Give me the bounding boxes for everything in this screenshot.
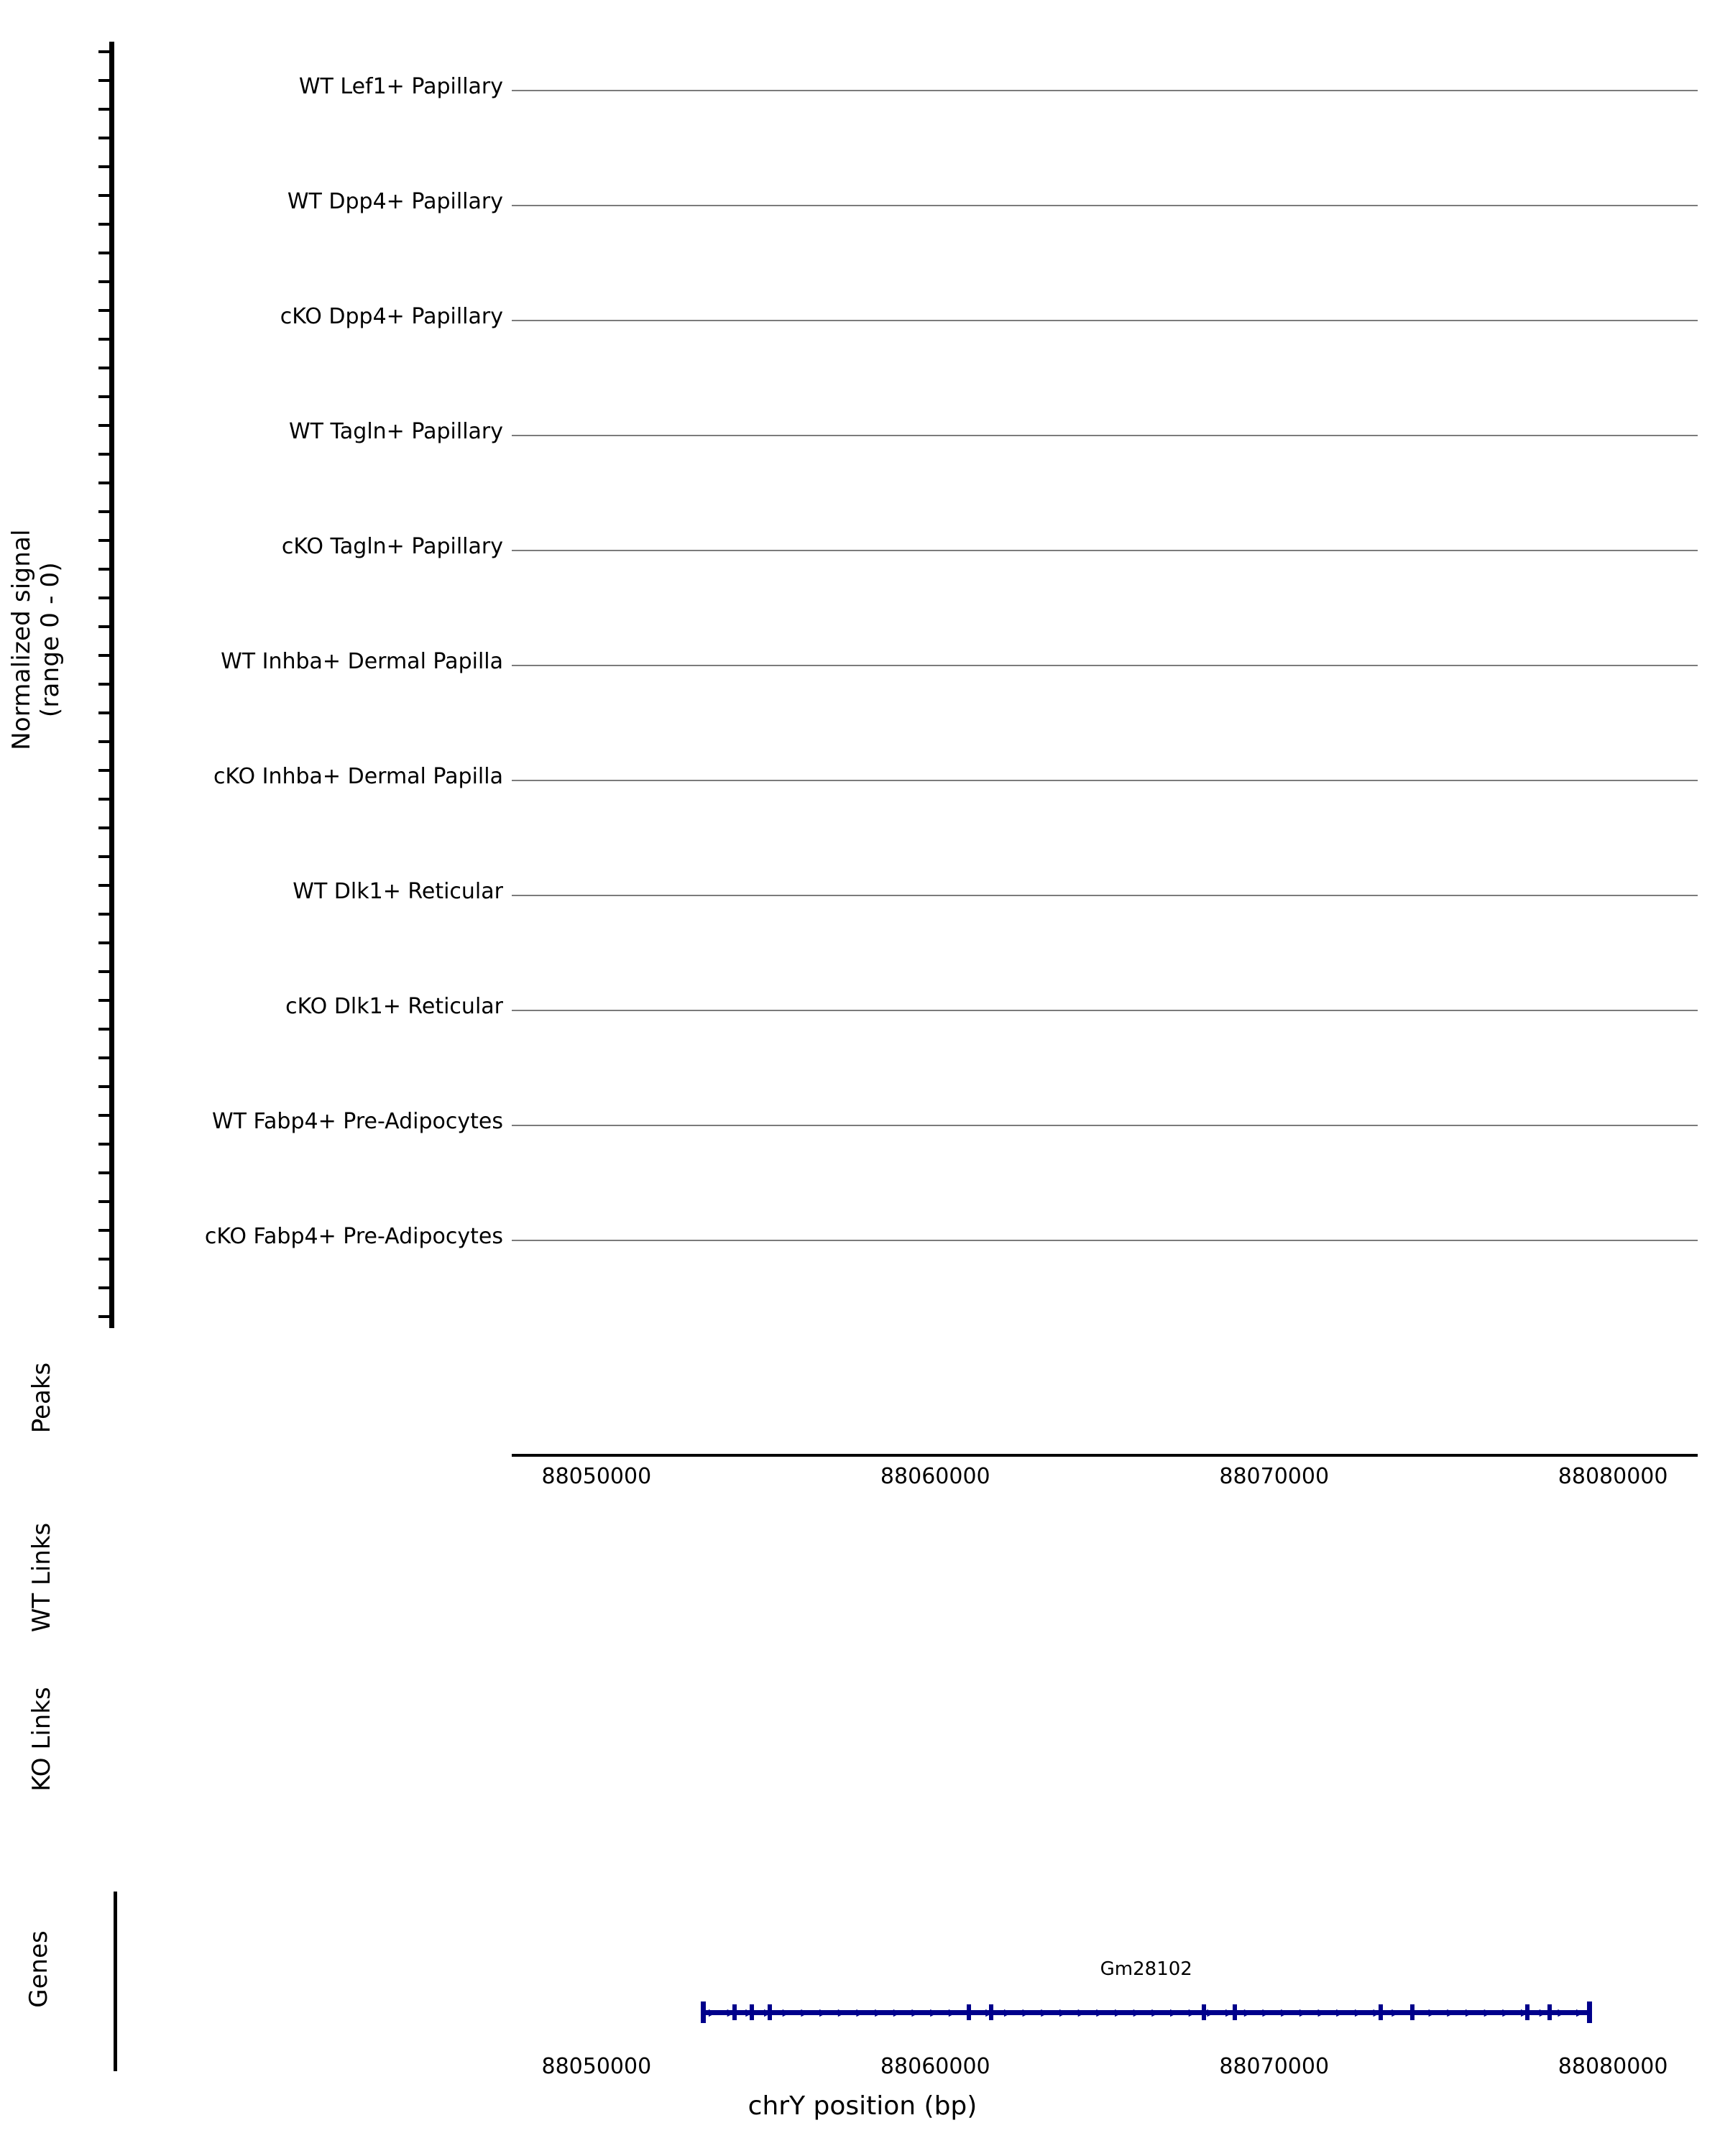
y-axis-tick	[98, 711, 111, 714]
gene-strand-arrow: ▸	[763, 2003, 772, 2021]
gene-exon-marker	[1202, 2004, 1206, 2020]
gene-body[interactable]	[703, 2010, 1589, 2015]
gene-strand-arrow: ▸	[1041, 2003, 1049, 2021]
y-axis-title-line2: (range 0 - 0)	[36, 562, 65, 718]
gene-strand-arrow: ▸	[1558, 2003, 1565, 2021]
genes-axis-spine	[114, 1892, 117, 2071]
genes-panel	[0, 1876, 1725, 2121]
signal-tracks-panel	[0, 22, 1725, 1315]
gene-start-cap	[701, 2001, 706, 2023]
gene-strand-arrow: ▸	[856, 2003, 864, 2021]
gene-strand-arrow: ▸	[1133, 2003, 1141, 2021]
x-axis-tick-label: 88070000	[1219, 1464, 1330, 1489]
peaks-row-label: Peaks	[27, 1362, 56, 1434]
gene-end-cap	[1587, 2001, 1592, 2023]
peaks-panel	[0, 1333, 1725, 1489]
gene-strand-arrow: ▸	[1096, 2003, 1104, 2021]
track-label-row	[0, 189, 503, 218]
track-baseline	[512, 435, 1698, 436]
y-axis-tick	[98, 1258, 111, 1261]
track-baseline	[512, 90, 1698, 91]
peaks-axis-line	[512, 1454, 1698, 1457]
genes-axis-tick-labels	[0, 2054, 1725, 2086]
gene-strand-arrow: ▸	[801, 2003, 809, 2021]
y-axis-tick	[98, 625, 111, 628]
x-axis-tick-label: 88050000	[541, 2054, 652, 2079]
genes-row-label: Genes	[24, 1930, 53, 2008]
y-axis-title	[7, 388, 65, 891]
track-baseline	[512, 550, 1698, 551]
gene-strand-arrow: ▸	[782, 2003, 791, 2021]
track-label-row	[0, 74, 503, 103]
track-label-row	[0, 764, 503, 793]
ko-links-panel	[0, 1667, 1725, 1811]
gene-strand-arrow: ▸	[727, 2003, 735, 2021]
y-axis-tick	[98, 913, 111, 916]
gene-strand-arrow: ▸	[1299, 2003, 1307, 2021]
gene-strand-arrow: ▸	[911, 2003, 919, 2021]
y-axis-tick	[98, 395, 111, 398]
gene-strand-arrow: ▸	[1188, 2003, 1197, 2021]
y-axis-tick	[98, 252, 111, 254]
gene-strand-arrow: ▸	[1392, 2003, 1399, 2021]
wt-links-row-label: WT Links	[27, 1522, 56, 1633]
gene-strand-arrow: ▸	[1354, 2003, 1363, 2021]
track-baseline	[512, 1010, 1698, 1011]
track-label: cKO Tagln+ Papillary	[281, 534, 503, 559]
gene-strand-arrow: ▸	[1059, 2003, 1067, 2021]
x-axis-tick-label: 88080000	[1558, 1464, 1668, 1489]
gene-strand-arrow: ▸	[1003, 2003, 1012, 2021]
track-label-row	[0, 1224, 503, 1253]
y-axis-tick	[98, 453, 111, 456]
track-label: cKO Inhba+ Dermal Papilla	[213, 764, 503, 789]
gene-strand-arrow: ▸	[1409, 2003, 1418, 2021]
gene-strand-arrow: ▸	[1207, 2003, 1215, 2021]
y-axis-tick	[98, 482, 111, 484]
y-axis-tick	[98, 50, 111, 53]
gene-name-label: Gm28102	[1100, 1958, 1192, 1980]
track-label-row	[0, 534, 503, 563]
gene-strand-arrow: ▸	[1373, 2003, 1381, 2021]
y-axis-tick	[98, 1315, 111, 1318]
track-baseline	[512, 895, 1698, 896]
y-axis-title-line1: Normalized signal	[6, 529, 36, 750]
gene-strand-arrow: ▸	[1465, 2003, 1473, 2021]
gene-strand-arrow: ▸	[708, 2003, 717, 2021]
y-axis-tick	[98, 1085, 111, 1088]
gene-strand-arrow: ▸	[893, 2003, 901, 2021]
gene-strand-arrow: ▸	[1520, 2003, 1529, 2021]
y-axis-tick	[98, 1028, 111, 1031]
wt-links-panel	[0, 1506, 1725, 1649]
y-axis-tick	[98, 683, 111, 686]
y-axis-tick	[98, 1143, 111, 1146]
y-axis-tick	[98, 1286, 111, 1289]
track-baseline	[512, 665, 1698, 666]
gene-strand-arrow: ▸	[1576, 2003, 1584, 2021]
gene-strand-arrow: ▸	[1502, 2003, 1510, 2021]
x-axis-tick-label: 88070000	[1219, 2054, 1330, 2079]
track-label: cKO Dpp4+ Papillary	[280, 304, 503, 329]
y-axis-tick	[98, 367, 111, 369]
ko-links-row-label: KO Links	[27, 1687, 56, 1792]
gene-strand-arrow: ▸	[1169, 2003, 1178, 2021]
x-axis-tick-label: 88050000	[541, 1464, 652, 1489]
y-axis-tick	[98, 165, 111, 168]
gene-strand-arrow: ▸	[745, 2003, 753, 2021]
y-axis-tick	[98, 568, 111, 571]
track-label-row	[0, 994, 503, 1023]
track-baseline	[512, 205, 1698, 206]
y-axis-tick	[98, 108, 111, 111]
x-axis-tick-label: 88060000	[880, 2054, 990, 2079]
x-axis-title: chrY position (bp)	[748, 2091, 978, 2121]
y-axis-tick	[98, 137, 111, 139]
gene-strand-arrow: ▸	[1281, 2003, 1289, 2021]
track-label: WT Fabp4+ Pre-Adipocytes	[212, 1109, 503, 1134]
gene-strand-arrow: ▸	[948, 2003, 957, 2021]
gene-strand-arrow: ▸	[819, 2003, 827, 2021]
x-axis-tick-label: 88060000	[880, 1464, 990, 1489]
track-baseline	[512, 1240, 1698, 1241]
y-axis-tick	[98, 223, 111, 226]
track-label-row	[0, 879, 503, 908]
gene-exon-marker	[1547, 2004, 1552, 2020]
track-label-row	[0, 304, 503, 333]
gene-strand-arrow: ▸	[1262, 2003, 1270, 2021]
gene-strand-arrow: ▸	[1428, 2003, 1437, 2021]
track-label: WT Inhba+ Dermal Papilla	[221, 649, 503, 674]
track-label: WT Lef1+ Papillary	[298, 74, 503, 99]
gene-strand-arrow: ▸	[1447, 2003, 1455, 2021]
gene-strand-arrow: ▸	[837, 2003, 846, 2021]
y-axis-tick	[98, 970, 111, 973]
gene-strand-arrow: ▸	[1243, 2003, 1252, 2021]
gene-strand-arrow: ▸	[1114, 2003, 1123, 2021]
gene-strand-arrow: ▸	[1336, 2003, 1344, 2021]
y-axis-tick	[98, 338, 111, 341]
gene-strand-arrow: ▸	[967, 2003, 975, 2021]
track-label: cKO Fabp4+ Pre-Adipocytes	[204, 1224, 503, 1249]
track-label-row	[0, 419, 503, 448]
gene-strand-arrow: ▸	[1077, 2003, 1086, 2021]
y-axis-tick	[98, 280, 111, 283]
track-label-row	[0, 649, 503, 678]
y-axis-tick	[98, 826, 111, 829]
y-axis-tick	[98, 855, 111, 858]
track-baseline	[512, 320, 1698, 321]
gene-strand-arrow: ▸	[1225, 2003, 1233, 2021]
track-baseline	[512, 1125, 1698, 1126]
gene-strand-arrow: ▸	[930, 2003, 938, 2021]
y-axis-tick	[98, 1171, 111, 1174]
gene-strand-arrow: ▸	[875, 2003, 883, 2021]
y-axis-tick	[98, 1200, 111, 1203]
gene-strand-arrow: ▸	[1484, 2003, 1492, 2021]
gene-strand-arrow: ▸	[985, 2003, 993, 2021]
gene-strand-arrow: ▸	[1317, 2003, 1326, 2021]
x-axis-tick-label: 88080000	[1558, 2054, 1668, 2079]
track-label-row	[0, 1109, 503, 1138]
gene-strand-arrow: ▸	[1151, 2003, 1159, 2021]
gene-strand-arrow: ▸	[1539, 2003, 1547, 2021]
track-label: cKO Dlk1+ Reticular	[285, 994, 503, 1019]
peaks-axis-tick-labels	[0, 1464, 1725, 1496]
y-axis-tick	[98, 510, 111, 513]
track-baseline	[512, 780, 1698, 781]
track-label: WT Dpp4+ Papillary	[287, 189, 503, 214]
y-axis-tick	[98, 596, 111, 599]
y-axis-tick	[98, 941, 111, 944]
track-label: WT Tagln+ Papillary	[289, 419, 503, 444]
y-axis-tick	[98, 740, 111, 743]
track-label: WT Dlk1+ Reticular	[293, 879, 503, 904]
y-axis-tick	[98, 798, 111, 801]
y-axis-tick	[98, 1056, 111, 1059]
gene-strand-arrow: ▸	[1022, 2003, 1031, 2021]
